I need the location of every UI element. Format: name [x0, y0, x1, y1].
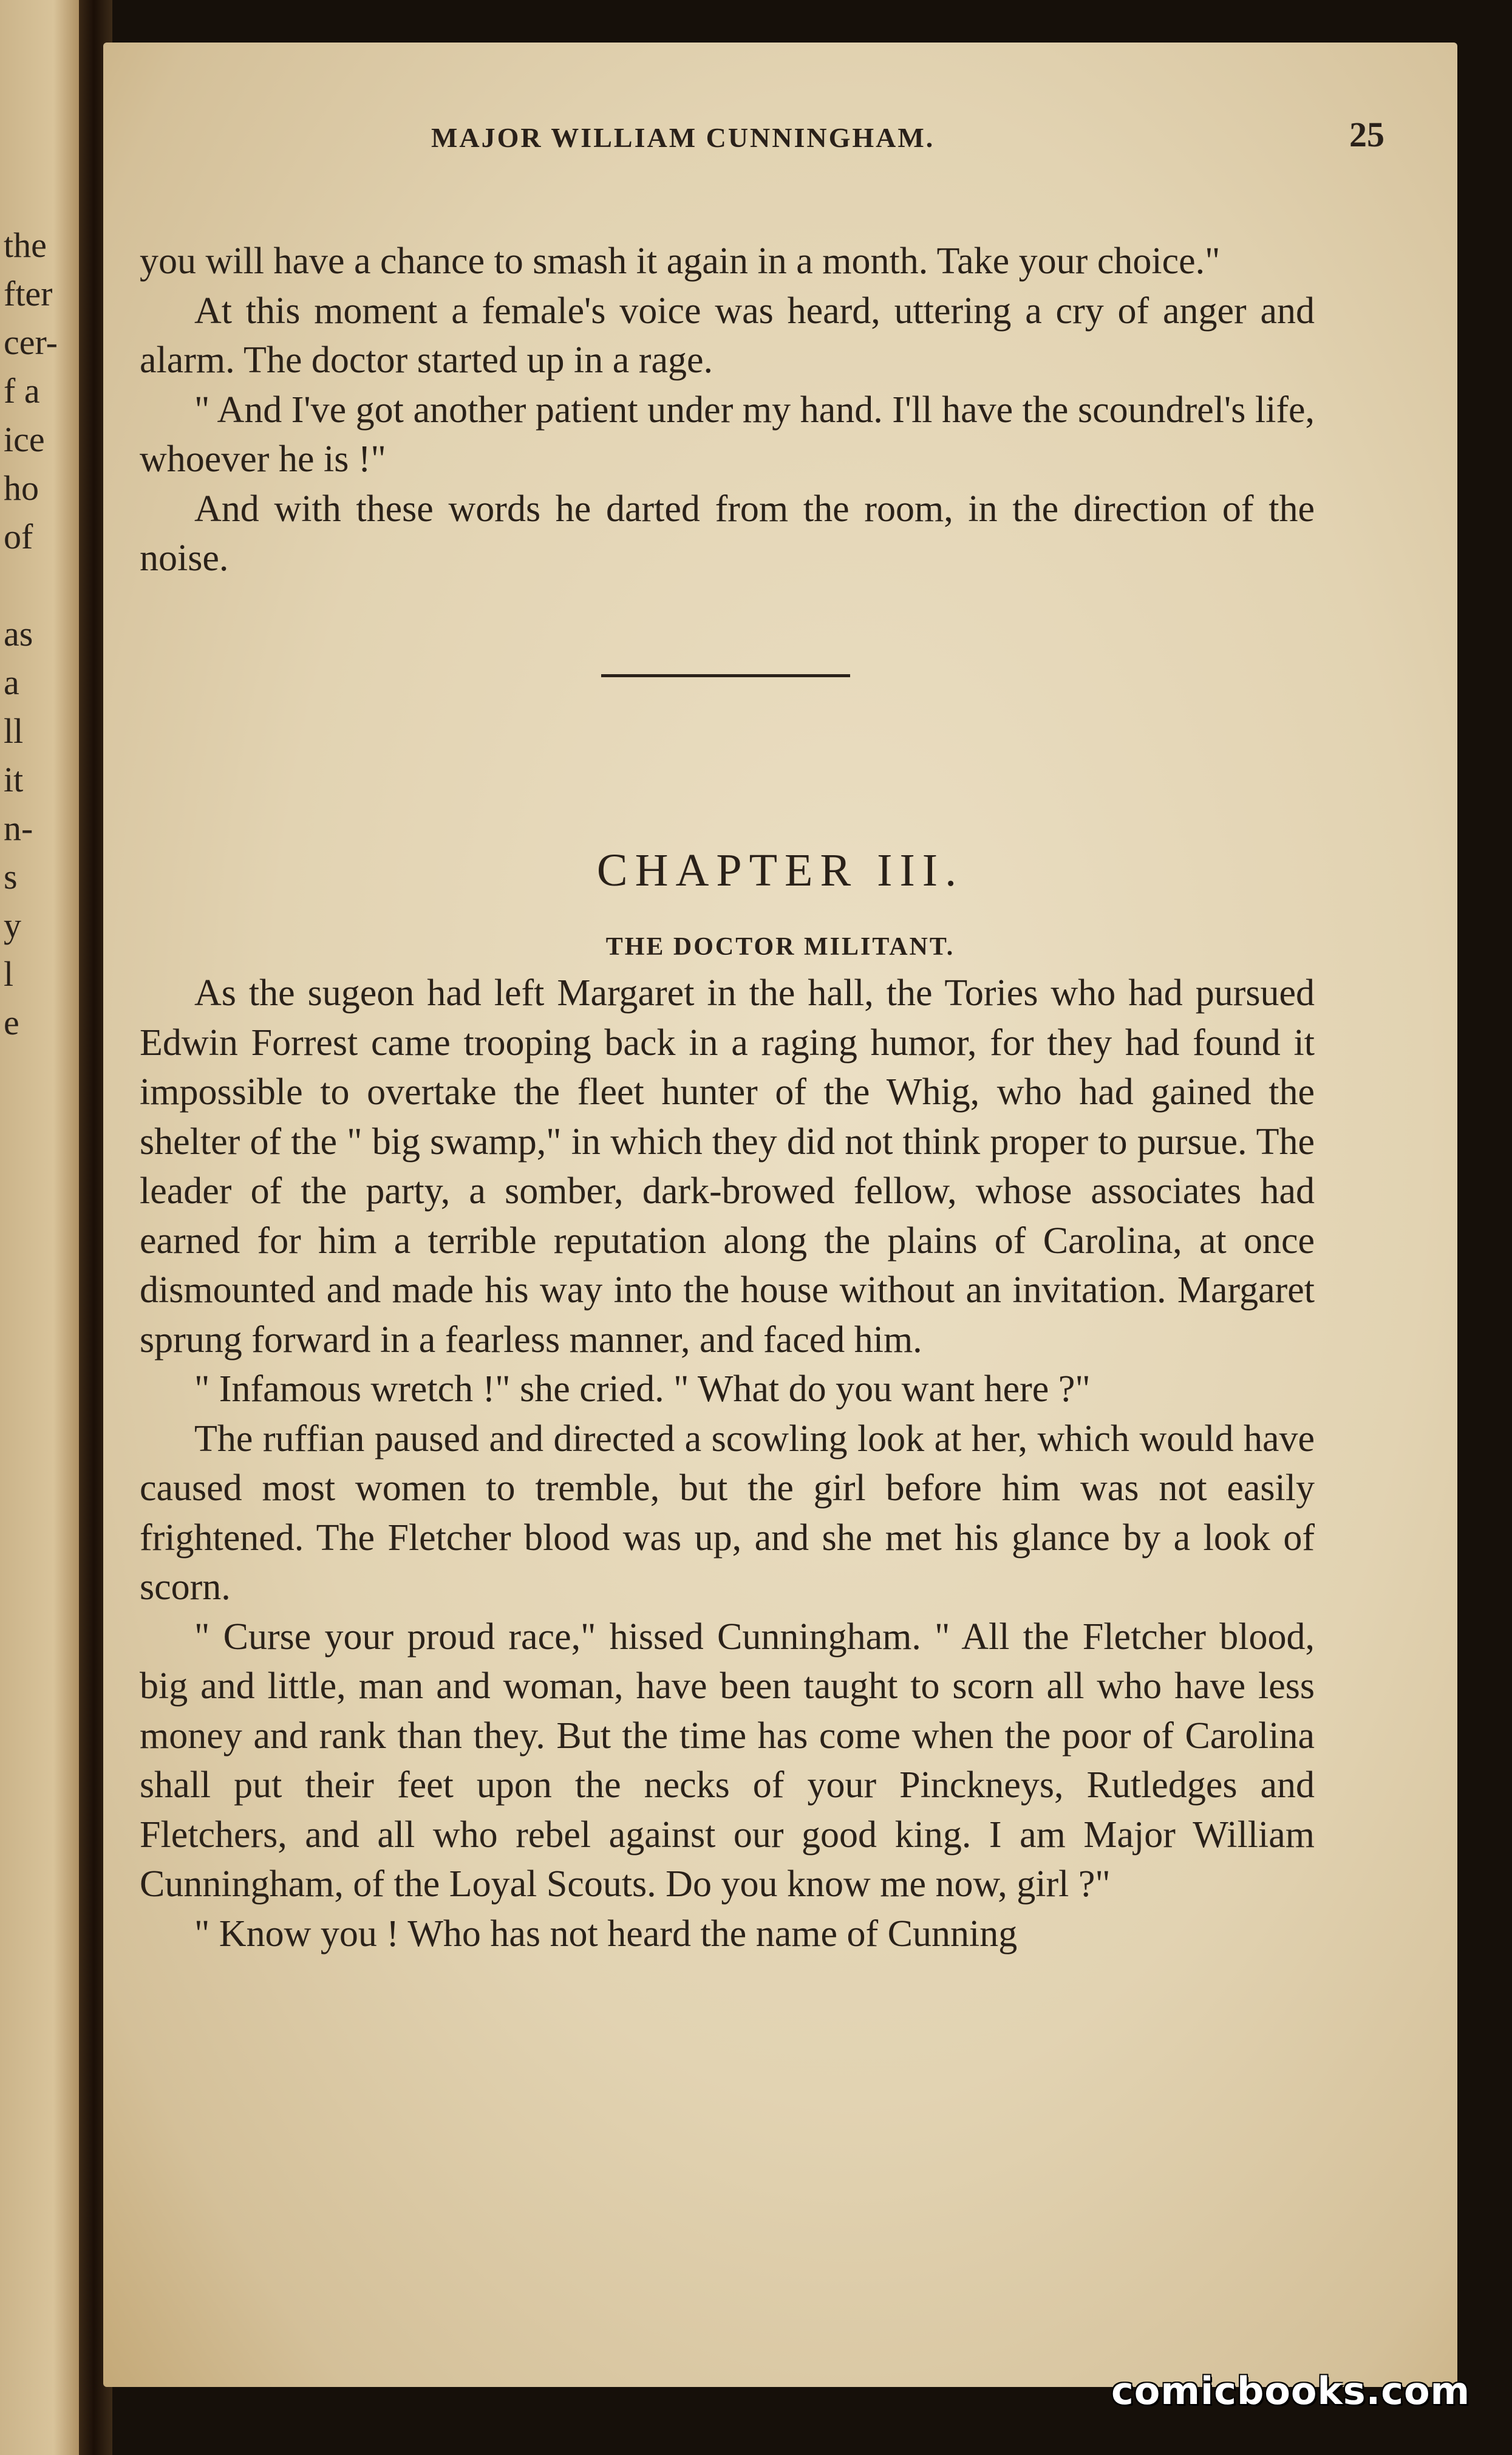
paragraph: The ruffian paused and directed a scowling look at her, which would have caused most women to tremble, but the girl before him was not easily frightened. The Fletcher blood was up, and she met his glance by a look of scorn. [140, 1418, 1315, 1608]
paragraph: you will have a chance to smash it again in a month. Take your choice." [140, 241, 1221, 282]
page-number: 25 [1349, 115, 1384, 154]
left-page-text-fragment: s [4, 857, 18, 896]
left-page-text-fragment: ice [4, 420, 45, 459]
right-page [103, 43, 1457, 2387]
left-page-text-fragment: y [4, 906, 21, 945]
left-page-text-fragment: as [4, 614, 33, 654]
left-page-text-fragment: fter [4, 274, 53, 313]
paragraph: As the sugeon had left Margaret in the hall, the Tories who had pursued Edwin Forrest came trooping back in a raging humor, for they had found it impossible to overtake the fleet hunter of the Whig, who had gained the shelter of the " big swamp," in which they did not think proper to pursue. The leader of the party, a somber, dark-browed fellow, whose associates had earned for him a terrible reputation along the plains of Carolina, at once dismounted and made his way into the house without an invitation. Margaret sprung forward in a fearless manner, and faced him. [140, 972, 1315, 1361]
left-page-text-fragment: f a [4, 371, 40, 411]
paragraph: " And I've got another patient under my hand. I'll have the scoundrel's life, whoever he is !" [140, 389, 1315, 480]
left-page-text-fragment: l [4, 954, 14, 994]
text-block-top [140, 237, 1315, 584]
paragraph: And with these words he darted from the room, in the direction of the noise. [140, 488, 1315, 579]
running-head: MAJOR WILLIAM CUNNINGHAM. [431, 122, 935, 153]
left-page-text-fragment: e [4, 1003, 19, 1042]
paragraph: " Infamous wretch !" she cried. " What do you want here ?" [194, 1368, 1091, 1410]
paragraph: " Know you ! Who has not heard the name of Cunning [194, 1913, 1018, 1955]
left-page-text-fragment: a [4, 663, 19, 702]
left-page-text-fragment: cer- [4, 323, 58, 362]
left-page-text-fragment: ho [4, 468, 39, 508]
chapter-title: CHAPTER III. [596, 845, 964, 896]
paragraph: At this moment a female's voice was heard, uttering a cry of anger and alarm. The doctor started up in a rage. [140, 290, 1315, 381]
chapter-subtitle: THE DOCTOR MILITANT. [605, 933, 955, 961]
left-page-text-fragment: of [4, 517, 33, 556]
paragraph: " Curse your proud race," hissed Cunningham. " All the Fletcher blood, big and little, man and woman, have been taught to scorn all who have less money and rank than they. But the time has come when the poor of Carolina shall put their feet upon the necks of your Pinckneys, Rutledges and Fletchers, and all who rebel against our good king. I am Major William Cunningham, of the Loyal Scouts. Do you know me now, girl ?" [140, 1616, 1315, 1905]
left-page-text-fragment: ll [4, 711, 24, 751]
site-watermark: comicbooks.com [1111, 2369, 1471, 2413]
left-page-text-fragment: it [4, 760, 24, 799]
section-divider [601, 674, 850, 677]
text-block-chapter [140, 969, 1315, 1959]
left-page-text-fragment: n- [4, 808, 33, 848]
left-page-text-fragment: the [4, 225, 47, 265]
